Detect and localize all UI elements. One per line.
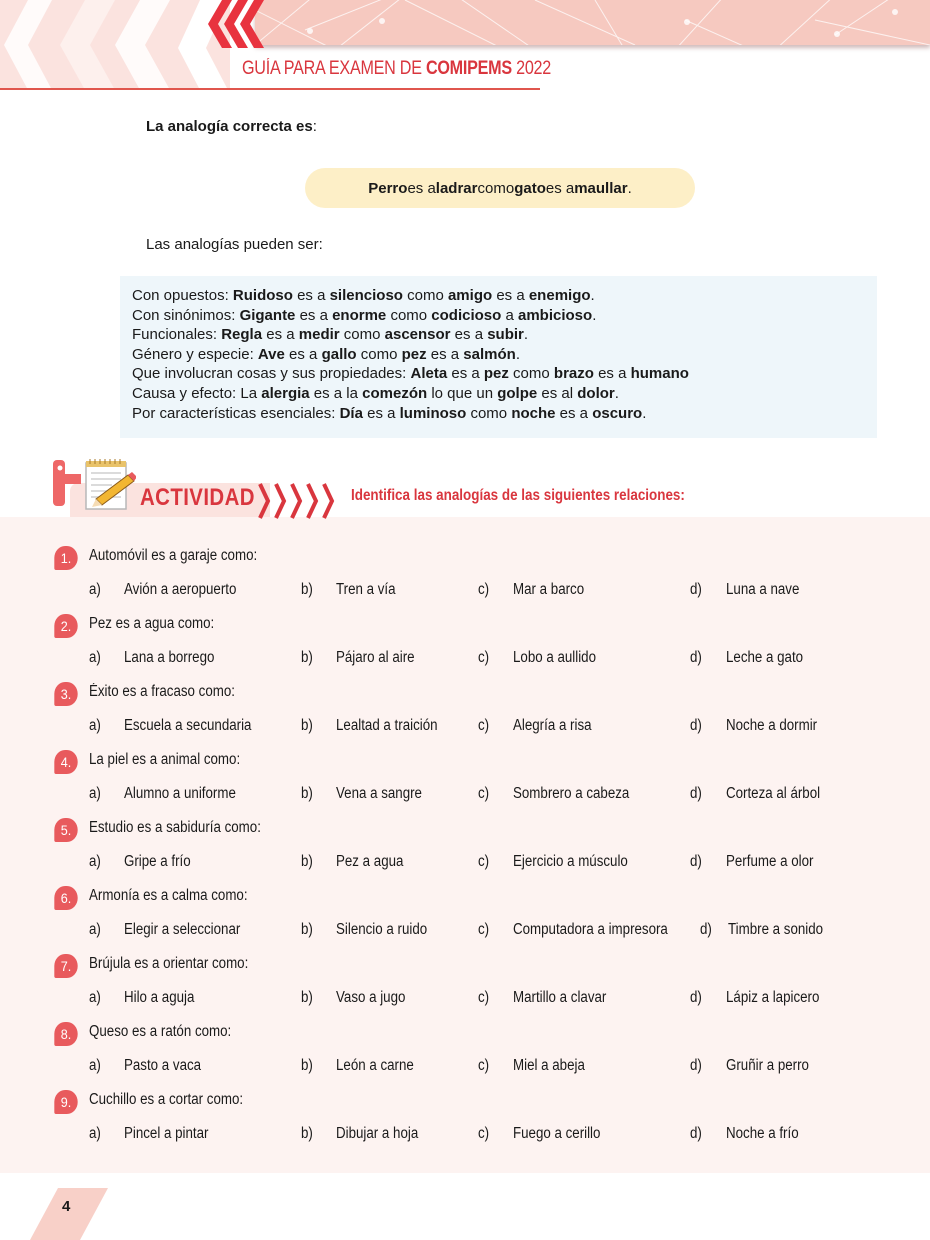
option-letter: c) bbox=[478, 1057, 490, 1074]
question-prompt: Queso es a ratón como: bbox=[89, 1023, 232, 1040]
analogy-type-bold-term: codicioso bbox=[431, 306, 502, 324]
option-letter: b) bbox=[301, 717, 313, 734]
option-letter: a) bbox=[89, 649, 101, 666]
option-letter: a) bbox=[89, 581, 101, 598]
analogy-type-bold-term: brazo bbox=[553, 365, 594, 383]
guide-title bbox=[242, 58, 551, 80]
answer-option[interactable]: Elegir a seleccionar bbox=[124, 921, 241, 938]
analogy-type-bold-term: Aleta bbox=[410, 365, 448, 383]
answer-option[interactable]: Lápiz a lapicero bbox=[726, 989, 820, 1006]
option-letter: d) bbox=[690, 581, 702, 598]
analogy-type-bold-term: gallo bbox=[321, 345, 357, 363]
analogy-type-text: es a bbox=[284, 345, 322, 363]
analogy-type-text: es al bbox=[537, 384, 578, 402]
analogy-type-bold-term: pez bbox=[401, 345, 427, 363]
analogy-type-bold-term: noche bbox=[511, 404, 556, 422]
answer-option[interactable]: Martillo a clavar bbox=[513, 989, 607, 1006]
question-number-badge: 6. bbox=[54, 886, 77, 910]
option-letter: b) bbox=[301, 1057, 313, 1074]
option-letter: a) bbox=[89, 1125, 101, 1142]
analogy-types-box bbox=[120, 276, 877, 438]
question-number-badge: 4. bbox=[54, 750, 77, 774]
question-number-badge: 5. bbox=[54, 818, 77, 842]
example-analogy-bold-term: ladrar bbox=[435, 179, 478, 197]
analogy-type-line bbox=[132, 345, 865, 365]
analogy-types-label: Las analogías pueden ser: bbox=[146, 236, 323, 253]
option-letter: b) bbox=[301, 649, 313, 666]
answer-option[interactable]: Pez a agua bbox=[336, 853, 404, 870]
analogy-type-bold-term: Regla bbox=[221, 326, 263, 344]
answer-option[interactable]: Noche a dormir bbox=[726, 717, 818, 734]
question-number-badge: 8. bbox=[54, 1022, 77, 1046]
question-prompt: Éxito es a fracaso como: bbox=[89, 683, 235, 700]
analogy-type-bold-term: Día bbox=[339, 404, 363, 422]
analogy-type-bold-term: luminoso bbox=[399, 404, 467, 422]
example-analogy-text: es a bbox=[545, 179, 575, 197]
analogy-type-bold-term: Ruidoso bbox=[232, 287, 293, 304]
analogy-type-bold-term: medir bbox=[298, 326, 340, 344]
answer-option[interactable]: Pájaro al aire bbox=[336, 649, 415, 666]
analogy-type-text: Por características esenciales: bbox=[132, 404, 340, 422]
analogy-type-bold-term: enorme bbox=[332, 306, 387, 324]
analogy-type-text: Con opuestos: bbox=[132, 287, 233, 304]
analogy-type-bold-term: ambicioso bbox=[518, 306, 593, 324]
analogy-type-text: es a bbox=[262, 326, 299, 344]
guide-title-prefix: GUÍA PARA EXAMEN DE bbox=[242, 58, 426, 79]
analogy-type-line bbox=[132, 306, 865, 326]
answer-option[interactable]: Computadora a impresora bbox=[513, 921, 668, 938]
answer-option[interactable]: Vaso a jugo bbox=[336, 989, 406, 1006]
answer-option[interactable]: Escuela a secundaria bbox=[124, 717, 252, 734]
question-number-badge: 9. bbox=[54, 1090, 77, 1114]
answer-option[interactable]: León a carne bbox=[336, 1057, 414, 1074]
answer-option[interactable]: Lealtad a traición bbox=[336, 717, 438, 734]
analogy-type-text: es a bbox=[593, 365, 631, 383]
option-letter: a) bbox=[89, 989, 101, 1006]
analogy-type-bold-term: comezón bbox=[362, 384, 428, 402]
option-letter: d) bbox=[690, 717, 702, 734]
analogy-type-line bbox=[132, 404, 865, 424]
correct-analogy-label-text: La analogía correcta es bbox=[146, 118, 313, 135]
question-number-badge: 7. bbox=[54, 954, 77, 978]
analogy-type-bold-term: subir bbox=[487, 326, 524, 344]
analogy-type-text: es a bbox=[295, 306, 333, 324]
answer-option[interactable]: Sombrero a cabeza bbox=[513, 785, 630, 802]
answer-option[interactable]: Vena a sangre bbox=[336, 785, 422, 802]
option-letter: c) bbox=[478, 921, 490, 938]
header-red-chevrons bbox=[200, 0, 280, 48]
answer-option[interactable]: Ejercicio a músculo bbox=[513, 853, 628, 870]
example-analogy-bold-term: gato bbox=[514, 179, 546, 197]
analogy-type-text: lo que un bbox=[427, 384, 498, 402]
answer-option[interactable]: Miel a abeja bbox=[513, 1057, 585, 1074]
analogy-type-text: como bbox=[466, 404, 512, 422]
correct-analogy-colon: : bbox=[312, 118, 317, 135]
analogy-type-bold-term: pez bbox=[483, 365, 509, 383]
analogy-type-bold-term: amigo bbox=[447, 287, 493, 304]
guide-title-year: 2022 bbox=[511, 58, 552, 79]
option-letter: a) bbox=[89, 921, 101, 938]
option-letter: d) bbox=[690, 1125, 702, 1142]
analogy-type-bold-term: golpe bbox=[497, 384, 538, 402]
analogy-type-line bbox=[132, 286, 865, 306]
analogy-type-text: . bbox=[642, 404, 647, 422]
option-letter: c) bbox=[478, 649, 490, 666]
answer-option[interactable]: Dibujar a hoja bbox=[336, 1125, 419, 1142]
analogy-type-text: Con sinónimos: bbox=[132, 306, 240, 324]
analogy-type-text: como bbox=[386, 306, 432, 324]
question-prompt: La piel es a animal como: bbox=[89, 751, 241, 768]
option-letter: c) bbox=[478, 785, 490, 802]
answer-option[interactable]: Timbre a sonido bbox=[728, 921, 824, 938]
option-letter: c) bbox=[478, 853, 490, 870]
analogy-type-bold-term: enemigo bbox=[528, 287, 591, 304]
analogy-type-text: como bbox=[356, 345, 402, 363]
answer-option[interactable]: Lana a borrego bbox=[124, 649, 215, 666]
question-prompt: Brújula es a orientar como: bbox=[89, 955, 249, 972]
activity-chevron-arrows bbox=[256, 482, 346, 520]
example-analogy-text: como bbox=[477, 179, 515, 197]
option-letter: b) bbox=[301, 989, 313, 1006]
analogy-type-text: como bbox=[402, 287, 448, 304]
answer-option[interactable]: Gruñir a perro bbox=[726, 1057, 809, 1074]
option-letter: c) bbox=[478, 989, 490, 1006]
option-letter: a) bbox=[89, 1057, 101, 1074]
answer-option[interactable]: Lobo a aullido bbox=[513, 649, 597, 666]
analogy-type-bold-term: Ave bbox=[257, 345, 285, 363]
analogy-type-text: como bbox=[339, 326, 385, 344]
analogy-type-line bbox=[132, 384, 865, 404]
option-letter: d) bbox=[690, 989, 702, 1006]
answer-option[interactable]: Corteza al árbol bbox=[726, 785, 821, 802]
question-prompt: Cuchillo es a cortar como: bbox=[89, 1091, 244, 1108]
option-letter: b) bbox=[301, 853, 313, 870]
answer-option[interactable]: Pincel a pintar bbox=[124, 1125, 209, 1142]
analogy-type-text: Causa y efecto: La bbox=[132, 384, 262, 402]
answer-option[interactable]: Pasto a vaca bbox=[124, 1057, 202, 1074]
option-letter: b) bbox=[301, 921, 313, 938]
correct-analogy-label bbox=[146, 118, 317, 135]
analogy-type-text: es a bbox=[555, 404, 593, 422]
option-letter: b) bbox=[301, 1125, 313, 1142]
analogy-type-text: es a bbox=[426, 345, 464, 363]
analogy-type-text: es a la bbox=[309, 384, 363, 402]
answer-option[interactable]: Alegría a risa bbox=[513, 717, 592, 734]
question-number-badge: 3. bbox=[54, 682, 77, 706]
activity-bracket-icon bbox=[53, 460, 83, 508]
answer-option[interactable]: Silencio a ruido bbox=[336, 921, 428, 938]
analogy-type-text: es a bbox=[362, 404, 400, 422]
option-letter: d) bbox=[690, 1057, 702, 1074]
analogy-type-text: es a bbox=[292, 287, 330, 304]
header-pattern-band bbox=[255, 0, 930, 45]
analogy-type-text: a bbox=[501, 306, 518, 324]
page-number: 4 bbox=[62, 1198, 71, 1215]
analogy-type-text: . bbox=[592, 306, 597, 324]
option-letter: d) bbox=[690, 853, 702, 870]
analogy-type-bold-term: oscuro bbox=[592, 404, 643, 422]
answer-option[interactable]: Gripe a frío bbox=[124, 853, 191, 870]
answer-option[interactable]: Perfume a olor bbox=[726, 853, 814, 870]
analogy-type-text: Funcionales: bbox=[132, 326, 222, 344]
option-letter: a) bbox=[89, 785, 101, 802]
analogy-type-bold-term: Gigante bbox=[239, 306, 296, 324]
analogy-type-text: es a bbox=[492, 287, 529, 304]
analogy-type-text: Que involucran cosas y sus propiedades: bbox=[132, 365, 411, 383]
analogy-type-text: es a bbox=[447, 365, 484, 383]
example-analogy-text: es a bbox=[407, 179, 436, 197]
answer-option[interactable]: Avión a aeropuerto bbox=[124, 581, 237, 598]
answer-option[interactable]: Tren a vía bbox=[336, 581, 396, 598]
option-letter: c) bbox=[478, 1125, 490, 1142]
analogy-type-text: . bbox=[614, 384, 619, 402]
option-letter: c) bbox=[478, 717, 490, 734]
question-prompt: Pez es a agua como: bbox=[89, 615, 215, 632]
analogy-type-line bbox=[132, 325, 865, 345]
answer-option[interactable]: Hilo a aguja bbox=[124, 989, 195, 1006]
option-letter: d) bbox=[690, 649, 702, 666]
answer-option[interactable]: Alumno a uniforme bbox=[124, 785, 236, 802]
analogy-type-bold-term: silencioso bbox=[329, 287, 403, 304]
analogy-type-text: . bbox=[515, 345, 520, 363]
option-letter: c) bbox=[478, 581, 490, 598]
option-letter: d) bbox=[690, 785, 702, 802]
example-analogy-bold-term: maullar bbox=[574, 179, 628, 197]
analogy-type-text: . bbox=[590, 287, 595, 304]
header-divider bbox=[0, 88, 540, 90]
question-number-badge: 1. bbox=[54, 546, 77, 570]
analogy-type-bold-term: alergia bbox=[261, 384, 310, 402]
question-prompt: Automóvil es a garaje como: bbox=[89, 547, 258, 564]
option-letter: a) bbox=[89, 717, 101, 734]
analogy-type-line bbox=[132, 364, 865, 384]
analogy-type-text: como bbox=[508, 365, 554, 383]
example-analogy-text: . bbox=[627, 179, 632, 197]
activity-instruction: Identifica las analogías de las siguientes relaciones: bbox=[351, 487, 685, 504]
answer-option[interactable]: Mar a barco bbox=[513, 581, 585, 598]
analogy-type-text: . bbox=[523, 326, 529, 344]
option-letter: a) bbox=[89, 853, 101, 870]
option-letter: b) bbox=[301, 581, 313, 598]
option-letter: b) bbox=[301, 785, 313, 802]
analogy-type-bold-term: ascensor bbox=[384, 326, 451, 344]
question-prompt: Armonía es a calma como: bbox=[89, 887, 248, 904]
question-prompt: Estudio es a sabiduría como: bbox=[89, 819, 261, 836]
answer-option[interactable]: Leche a gato bbox=[726, 649, 804, 666]
answer-option[interactable]: Noche a frío bbox=[726, 1125, 799, 1142]
question-number-badge: 2. bbox=[54, 614, 77, 638]
example-analogy-pill bbox=[305, 168, 695, 208]
answer-option[interactable]: Luna a nave bbox=[726, 581, 800, 598]
guide-title-brand: COMIPEMS bbox=[425, 58, 512, 79]
analogy-type-bold-term: salmón bbox=[463, 345, 516, 363]
example-analogy-bold-term: Perro bbox=[368, 179, 408, 197]
notepad-pencil-icon bbox=[82, 457, 136, 513]
analogy-type-bold-term: humano bbox=[630, 365, 689, 383]
option-letter: d) bbox=[700, 921, 712, 938]
analogy-type-bold-term: dolor bbox=[577, 384, 615, 402]
activity-title: ACTIVIDAD bbox=[140, 484, 255, 511]
analogy-type-text: Género y especie: bbox=[132, 345, 258, 363]
analogy-type-text: es a bbox=[450, 326, 488, 344]
answer-option[interactable]: Fuego a cerillo bbox=[513, 1125, 601, 1142]
